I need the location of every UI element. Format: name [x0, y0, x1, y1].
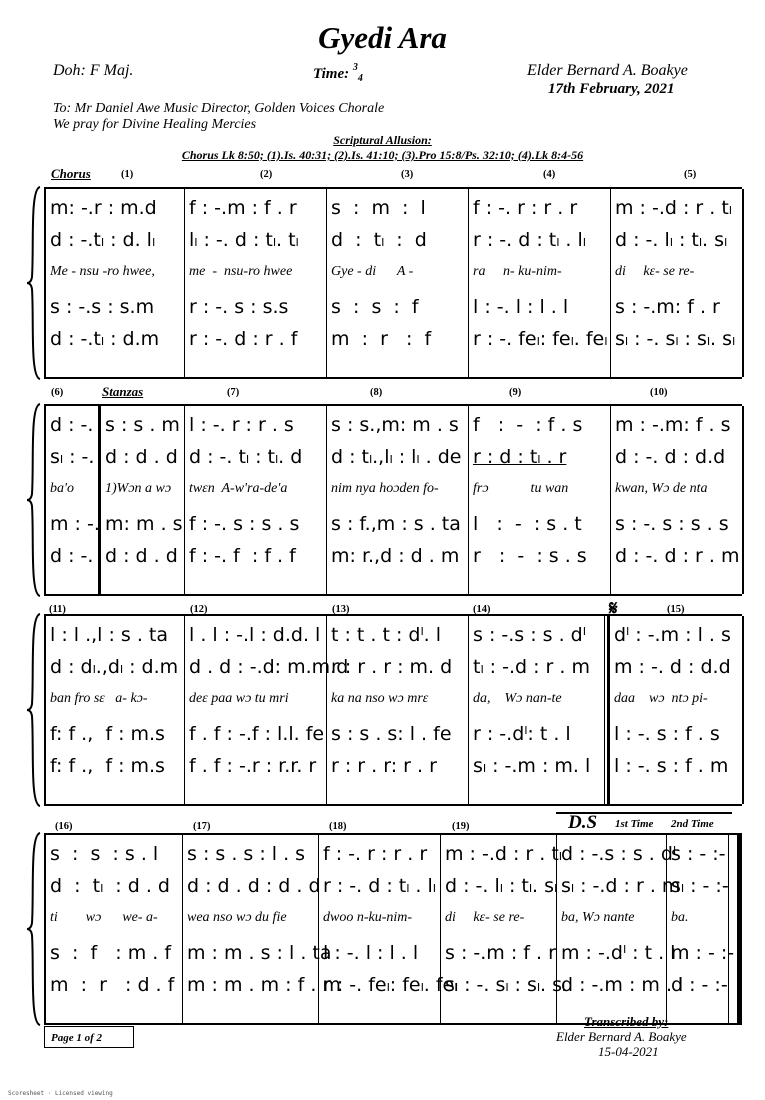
bass-line: m : r : f	[331, 328, 432, 350]
measure-18	[318, 835, 458, 1023]
measure-13	[326, 616, 468, 804]
music-system-1	[44, 187, 742, 379]
music-system-2	[44, 404, 742, 596]
measure-number: (18)	[329, 821, 347, 832]
alto-line: m : -. d : d.d	[614, 656, 731, 678]
measure-11	[44, 616, 184, 804]
measure-second-ending	[666, 835, 735, 1023]
measure-7	[184, 406, 326, 594]
key-signature: Doh: F Maj.	[53, 62, 134, 79]
soprano-line: s : m : l	[331, 197, 426, 219]
measure-6	[44, 406, 98, 594]
barline-end	[742, 616, 744, 804]
soprano-line: s : -.s : s . dˡ	[473, 624, 586, 646]
alto-line: tₗ : -.d : r . m	[473, 656, 590, 678]
bass-line: f . f : -.r : r.r. r	[189, 755, 317, 777]
alto-line: r : -. d : tₗ . lₗ	[473, 229, 586, 251]
alto-line: d : tₗ : d	[331, 229, 427, 251]
soprano-line: m : -.d : r . tₗ	[445, 843, 562, 865]
alto-line: r : d : tₗ . r	[473, 446, 567, 468]
measure-number: (16)	[55, 821, 73, 832]
bass-line: r : -. d : r . f	[189, 328, 298, 350]
lyric-line: ra n- ku-nim-	[473, 264, 562, 279]
lyric-line: frɔ tu wan	[473, 481, 569, 496]
measure-first-ending	[556, 835, 684, 1023]
soprano-line: l . l : -.l : d.d. l	[189, 624, 321, 646]
alto-line: d : d . d : d . d	[187, 875, 321, 897]
lyric-line: nim nya hoɔden fo-	[331, 481, 439, 496]
measure-number: (19)	[452, 821, 470, 832]
lyric-line: twɛn A-w'ra-de'a	[189, 481, 288, 496]
soprano-line: s : - :-	[671, 843, 726, 865]
measure-9	[468, 406, 610, 594]
soprano-line: m: -.r : m.d	[50, 197, 157, 219]
tenor-line: s : -.m: f . r	[615, 296, 720, 318]
soprano-line: dˡ : -.m : l . s	[614, 624, 731, 646]
tenor-line: s : s . s: l . fe	[331, 723, 452, 745]
lyric-line: ba, Wɔ nante	[561, 910, 635, 925]
measure-number: (8)	[370, 387, 383, 398]
dedication-line-1: To: Mr Daniel Awe Music Director, Golden Voices Chorale	[53, 101, 385, 116]
bass-line: sₗ : -. sₗ : sₗ. sₗ	[445, 974, 566, 996]
bass-line: m : r : d . f	[50, 974, 175, 996]
soprano-line: s : s . m	[105, 414, 180, 436]
bass-line: r : r . r: r . r	[331, 755, 437, 777]
tenor-line: l : - : s . t	[473, 513, 582, 535]
soprano-line: f : -. r : r . r	[323, 843, 428, 865]
lyric-line: deɛ paa wɔ tu mri	[189, 691, 289, 706]
soprano-line: s : s : s . l	[50, 843, 159, 865]
measure-17	[182, 835, 341, 1023]
measure-8	[326, 406, 468, 594]
soprano-line: f : -.m : f . r	[189, 197, 297, 219]
bass-line: l : -. s : f . m	[614, 755, 729, 777]
soprano-line: l : -. r : r . s	[189, 414, 294, 436]
tenor-line: m : m . s : l . ta	[187, 942, 332, 964]
bass-line: d : -.m : m . l	[561, 974, 684, 996]
tenor-line: l : -. l : l . l	[473, 296, 569, 318]
soprano-line: s : s . s : l . s	[187, 843, 306, 865]
measure-14	[468, 616, 604, 804]
soprano-line: l : l .,l : s . ta	[50, 624, 169, 646]
chorus-label: Chorus	[51, 166, 91, 181]
tenor-line: l : -. s : f . s	[614, 723, 720, 745]
measure-12	[184, 616, 349, 804]
bass-line: d : -. d : r . m	[615, 545, 740, 567]
alto-line: r : -. d : tₗ . lₗ	[323, 875, 436, 897]
lyric-line: di kɛ- se re-	[445, 910, 525, 925]
scripture-references: Chorus Lk 8:50; (1).Is. 40:31; (2).Is. 41:10; (3).Pro 15:8/Ps. 32:10; (4).Lk 8:4-56	[181, 148, 584, 162]
measure-5	[610, 189, 742, 377]
tenor-line: m : - :-	[671, 942, 735, 964]
alto-line: lₗ : -. d : tₗ. tₗ	[189, 229, 299, 251]
measure-number: (2)	[260, 169, 273, 180]
lyric-line: ka na nso wɔ mrɛ	[331, 691, 429, 706]
lyric-line: me - nsu-ro hwee	[189, 264, 293, 279]
soprano-line: s : s.,m: m . s	[331, 414, 459, 436]
measure-number: (5)	[684, 169, 697, 180]
bass-line: d : -.tₗ : d.m	[50, 328, 160, 350]
alto-line: r : r . r : m. d	[331, 656, 453, 678]
system-brace-icon	[26, 185, 42, 381]
tenor-line: f: f ., f : m.s	[50, 723, 165, 745]
scripture-label	[0, 133, 765, 148]
measure-2	[184, 189, 326, 377]
scripture-label-colon: :	[427, 133, 432, 147]
measure-number: (13)	[332, 604, 350, 615]
lyric-line: kwan, Wɔ de nta	[615, 481, 708, 496]
measure-3	[326, 189, 468, 377]
tenor-line: r : -.dˡ: t . l	[473, 723, 571, 745]
soprano-line: t : t . t : dˡ. l	[331, 624, 442, 646]
soprano-line: f : - : f . s	[473, 414, 583, 436]
transcribed-date: 15-04-2021	[598, 1044, 659, 1059]
music-system-4	[44, 833, 742, 1025]
lyric-line: ban fro sɛ a- kɔ-	[50, 691, 148, 706]
tenor-line: m : -.	[50, 513, 100, 535]
tenor-line: f . f : -.f : l.l. fe	[189, 723, 325, 745]
segno-icon: 𝄋	[609, 596, 618, 620]
music-system-3	[44, 614, 742, 806]
bass-line: d : d . d	[105, 545, 178, 567]
measure-number: (15)	[667, 604, 685, 615]
tenor-line: s : s : f	[331, 296, 419, 318]
bass-line: sₗ : -.m : m. l	[473, 755, 591, 777]
measure-16	[44, 835, 182, 1023]
measure-19	[440, 835, 566, 1023]
tenor-line: s : f : m . f	[50, 942, 172, 964]
measure-number: (12)	[190, 604, 208, 615]
tenor-line: r : -. s : s.s	[189, 296, 289, 318]
measure-number: (1)	[121, 169, 134, 180]
alto-line: sₗ : - :-	[671, 875, 729, 897]
system-brace-icon	[26, 402, 42, 598]
tenor-line: f : -. s : s . s	[189, 513, 300, 535]
bass-line: r : -. feₗ: feₗ. feₗ	[473, 328, 608, 350]
tenor-line: s : -.m : f . r	[445, 942, 556, 964]
lyric-line: dwoo n-ku-nim-	[323, 910, 413, 925]
lyric-line: 1)Wɔn a wɔ	[105, 481, 172, 496]
bass-line: r : - : s . s	[473, 545, 587, 567]
final-barline	[728, 835, 742, 1023]
bass-line: m : m . m : f . m	[187, 974, 341, 996]
alto-line: d : d . d	[105, 446, 178, 468]
footer-note: Scoresheet · Licensed viewing	[8, 1090, 113, 1097]
transcribed-label: Transcribed by:	[584, 1014, 669, 1029]
bass-line: m: r.,d : d . m	[331, 545, 460, 567]
soprano-line: d : -.	[50, 414, 94, 436]
measure-number: (10)	[650, 387, 668, 398]
measure-15	[610, 616, 742, 804]
bass-line: r : -. feₗ: feₗ. feₗ	[323, 974, 458, 996]
alto-line: d : -. lₗ : tₗ. sₗ	[615, 229, 728, 251]
alto-line: d : -. tₗ : tₗ. d	[189, 446, 303, 468]
measure-1	[44, 189, 184, 377]
lyric-line: Me - nsu -ro hwee,	[50, 264, 155, 279]
measure-number: (14)	[473, 604, 491, 615]
lyric-line: di kɛ- se re-	[615, 264, 695, 279]
tenor-line: s : f.,m : s . ta	[331, 513, 461, 535]
soprano-line: m : -.d : r . tₗ	[615, 197, 732, 219]
measure-6b	[98, 406, 184, 594]
lyric-line: Gye - di A -	[331, 264, 414, 279]
lyric-line: ba'o	[50, 481, 74, 496]
alto-line: d : dₗ.,dₗ : d.m	[50, 656, 179, 678]
alto-line: d . d : -.d: m.m.d	[189, 656, 349, 678]
bass-line: f: f ., f : m.s	[50, 755, 165, 777]
system-brace-icon	[26, 612, 42, 808]
scripture-label-text: Scriptural Allusion	[333, 133, 428, 147]
measure-number: (4)	[543, 169, 556, 180]
tenor-line: m: m . s	[105, 513, 183, 535]
tenor-line: s : -.s : s.m	[50, 296, 155, 318]
alto-line: d : tₗ.,lₗ : lₗ . de	[331, 446, 462, 468]
bass-line: sₗ : -. sₗ : sₗ. sₗ	[615, 328, 736, 350]
tenor-line: l : -. l : l . l	[323, 942, 419, 964]
time-label: Time:	[313, 66, 350, 82]
bass-line: d : - :-	[671, 974, 728, 996]
lyric-line: ti wɔ we- a-	[50, 910, 158, 925]
bass-line: f : -. f : f . f	[189, 545, 296, 567]
dedication-line-2: We pray for Divine Healing Mercies	[53, 117, 257, 132]
ds-marking: D.S	[568, 812, 598, 833]
tenor-line: m : -.dˡ : t . l	[561, 942, 676, 964]
alto-line: sₗ : -.	[50, 446, 95, 468]
lyric-line: daa wɔ ntɔ pi-	[614, 691, 708, 706]
system-brace-icon	[26, 831, 42, 1027]
time-denominator: 4	[357, 73, 363, 84]
bass-line: d : -.	[50, 545, 94, 567]
alto-line: sₗ : -.d : r . m	[561, 875, 681, 897]
alto-line: d : -.tₗ : d. lₗ	[50, 229, 156, 251]
time-numerator: 3	[352, 62, 358, 73]
transcriber-name: Elder Bernard A. Boakye	[556, 1029, 687, 1044]
barline-end	[742, 189, 744, 377]
measure-number: (6)	[51, 387, 64, 398]
measure-number: (17)	[193, 821, 211, 832]
alto-line: d : -. d : d.d	[615, 446, 726, 468]
composition-date: 17th February, 2021	[548, 81, 675, 97]
measure-4	[468, 189, 610, 377]
soprano-line: m : -.m: f . s	[615, 414, 731, 436]
alto-line: d : -. lₗ : tₗ. sₗ	[445, 875, 558, 897]
page-indicator: Page 1 of 2	[44, 1026, 134, 1048]
lyric-line: ba.	[671, 910, 689, 925]
soprano-line: f : -. r : r . r	[473, 197, 578, 219]
soprano-line: d : -.s : s . dˡ	[561, 843, 677, 865]
measure-number: (7)	[227, 387, 240, 398]
barline-end	[742, 406, 744, 594]
alto-line: d : tₗ : d . d	[50, 875, 170, 897]
second-time-label: 2nd Time	[671, 818, 714, 830]
lyric-line: da, Wɔ nan-te	[473, 691, 562, 706]
measure-10	[610, 406, 742, 594]
song-title: Gyedi Ara	[318, 20, 447, 55]
measure-number: (9)	[509, 387, 522, 398]
time-signature	[313, 62, 363, 84]
first-time-label: 1st Time	[615, 818, 654, 830]
measure-number: (3)	[401, 169, 414, 180]
tenor-line: s : -. s : s . s	[615, 513, 729, 535]
stanzas-label: Stanzas	[102, 384, 144, 399]
composer-name: Elder Bernard A. Boakye	[527, 62, 688, 79]
measure-number: (11)	[49, 604, 66, 615]
lyric-line: wea nso wɔ du fie	[187, 910, 287, 925]
